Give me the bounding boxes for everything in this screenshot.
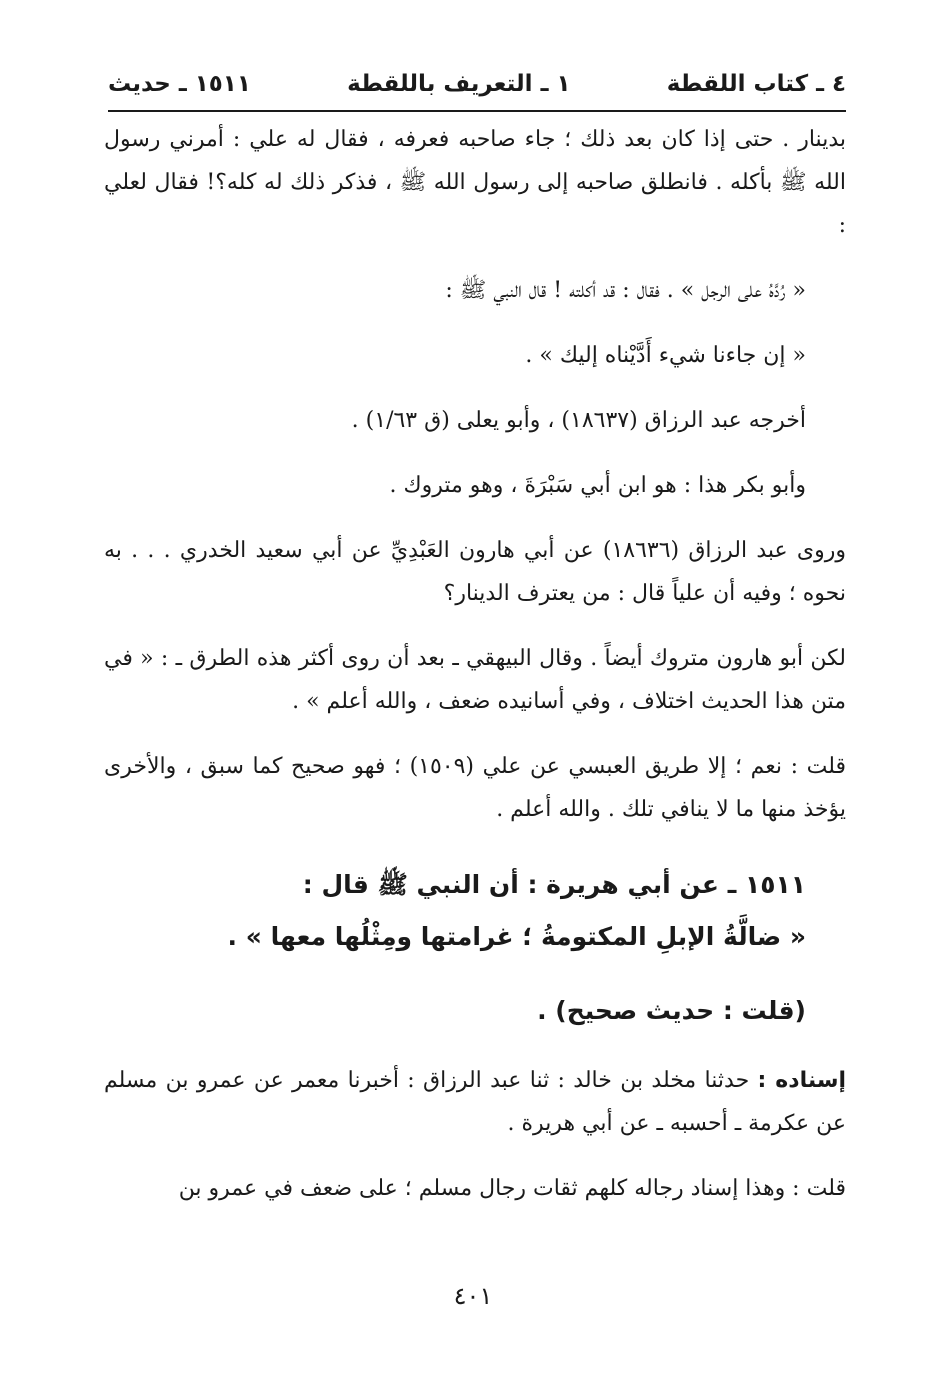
isnad-label: إسناده :	[757, 1068, 846, 1093]
paragraph-prophet-quote: « إن جاءنا شيء أَدَّيْناه إليك » .	[525, 343, 806, 368]
paragraph-bayhaqi: لكن أبو هارون متروك أيضاً . وقال البيهقي ـ بعد أن روى أكثر هذه الطرق ـ : « في متن هذا الحديث اختلاف ، وفي أسانيده ضعف ، والله أعلم » .	[104, 646, 846, 714]
paragraph-narrator-note: وأبو بكر هذا : هو ابن أبي سَبْرَةَ ، وهو متروك .	[389, 473, 806, 498]
isnad-text: حدثنا مخلد بن خالد : ثنا عبد الرزاق : أخبرنا معمر عن عمرو بن مسلم عن عكرمة ـ أحسبه ـ عن أبي هريرة .	[104, 1068, 846, 1136]
hadith-heading: ١٥١١ ـ عن أبي هريرة : أن النبي ﷺ قال :	[302, 870, 806, 899]
commentary-paragraph: قلت : وهذا إسناد رجاله كلهم ثقات رجال مسلم ؛ على ضعف في عمرو بن	[178, 1176, 846, 1201]
paragraph-narration-end: بدينار . حتى إذا كان بعد ذلك ؛ جاء صاحبه فعرفه ، فقال له علي : أمرني رسول الله ﷺ بأكله . فانطلق صاحبه إلى رسول الله ﷺ ، فذكر ذلك له كله؟! فقال لعلي :	[104, 127, 846, 238]
hadith-text: « ضالَّةُ الإبلِ المكتومةُ ؛ غرامتها ومِثْلُها معها » .	[227, 922, 806, 951]
paragraph-prophet-reply: « رُدَّهُ على الرجل » . فقال : قد أكلته ! قال النبي ﷺ :	[445, 278, 806, 303]
main-text	[104, 118, 846, 1210]
isnad-paragraph	[104, 1059, 846, 1145]
header-chapter: ٤ ـ كتاب اللقطة	[666, 71, 846, 97]
paragraph-takhrij: أخرجه عبد الرزاق (١٨٦٣٧) ، وأبو يعلى (ق ١/٦٣) .	[351, 408, 806, 433]
paragraph-conclusion: قلت : نعم ؛ إلا طريق العبسي عن علي (١٥٠٩) ؛ فهو صحيح كما سبق ، والأخرى يؤخذ منها ما لا ينافي تلك . والله أعلم .	[104, 754, 846, 822]
header-hadith-ref: ١٥١١ ـ حديث	[108, 71, 251, 97]
hadith-grading: (قلت : حديث صحيح) .	[537, 996, 806, 1025]
header-divider	[108, 110, 846, 112]
page-number: ٤٠١	[453, 1282, 493, 1310]
running-header	[108, 64, 846, 104]
header-section: ١ ـ التعريف باللقطة	[347, 71, 571, 97]
paragraph-abd-al-razzaq: وروى عبد الرزاق (١٨٦٣٦) عن أبي هارون العَبْدِيِّ عن أبي سعيد الخدري . . . به نحوه ؛ وفيه أن علياً قال : من يعترف الدينار؟	[104, 538, 846, 606]
